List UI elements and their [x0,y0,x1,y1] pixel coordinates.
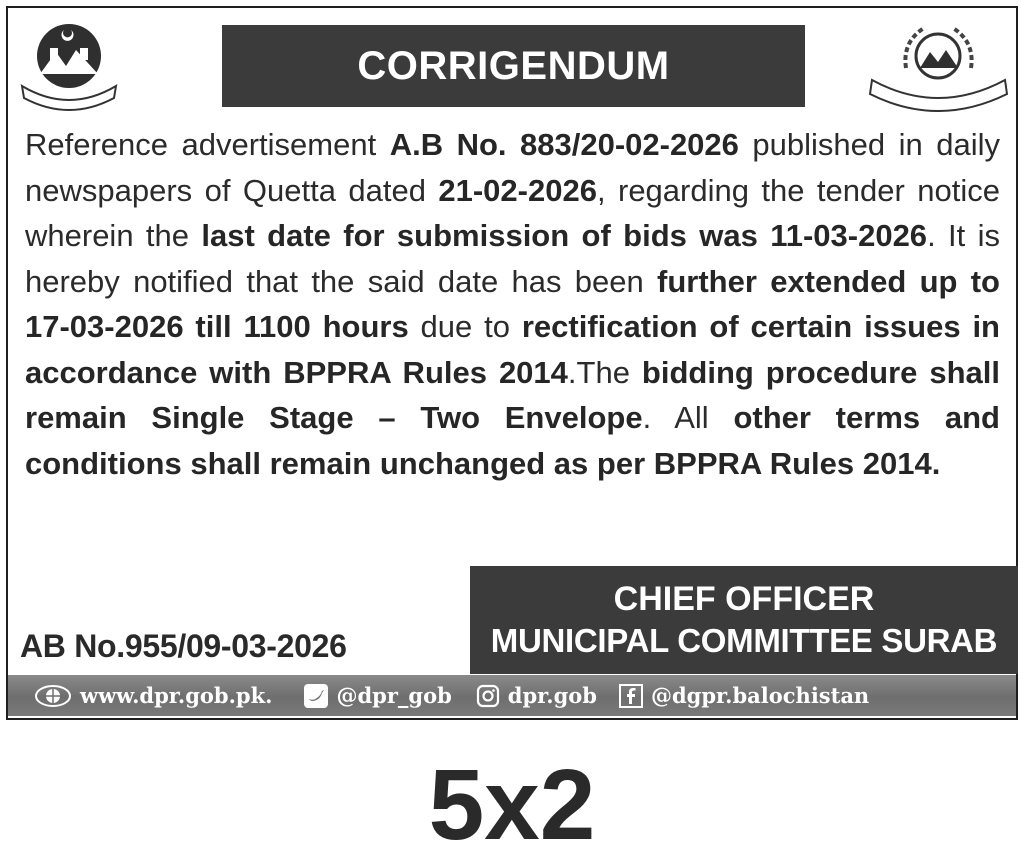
signature-block [470,566,1018,674]
notice-body [25,122,1000,486]
body-segment-bold: A.B No. 883/20-02-2026 [389,127,739,162]
body-segment-bold: last date for submission of bids was 11-03-2026 [201,218,928,253]
twitter-item[interactable] [304,683,451,708]
body-segment-bold: 21-02-2026 [438,172,597,208]
body-segment-bold: further extended up to 17-03-2026 till 1100 hours [25,263,1000,344]
website-item[interactable] [34,683,272,708]
twitter-handle[interactable]: @dpr_gob [336,683,452,708]
body-segment-bold: bidding procedure shall remain Single Stage – Two Envelope [25,354,1000,435]
signature-title: CHIEF OFFICER [613,580,875,618]
facebook-handle[interactable]: @dgpr.balochistan [651,683,870,708]
body-segment-bold: other terms and conditions shall remain unchanged as per BPPRA Rules 2014. [25,400,1000,481]
balochistan-government-emblem-icon [14,14,124,114]
website-link[interactable]: www.dpr.gob.pk. [80,683,273,708]
social-contact-bar [8,675,1016,716]
body-segment: due to [408,309,522,344]
body-segment-bold: rectification of certain issues in accordance with BPPRA Rules 2014 [25,309,1000,390]
body-segment: published in daily newspapers of Quetta dated [25,127,1000,208]
body-segment: Reference advertisement [25,127,390,162]
globe-icon [34,684,72,708]
instagram-item[interactable] [476,683,597,708]
body-segment: . All [642,400,734,435]
dgpr-balochistan-emblem-icon [866,20,1011,112]
facebook-icon [619,684,643,708]
twitter-icon [304,684,328,708]
instagram-handle[interactable]: dpr.gob [507,683,597,708]
facebook-item[interactable] [619,683,869,708]
body-segment: , regarding the tender notice wherein the [25,172,1000,253]
ad-size-label: 5x2 [428,749,596,861]
body-segment: .The [567,354,642,390]
body-segment: . It is hereby notified that the said date has been [25,218,1001,299]
instagram-icon [476,684,500,708]
signature-organization: MUNICIPAL COMMITTEE SURAB [490,622,998,659]
corrigendum-title: CORRIGENDUM [222,25,805,107]
ab-reference-number: AB No.955/09-03-2026 [20,628,347,664]
